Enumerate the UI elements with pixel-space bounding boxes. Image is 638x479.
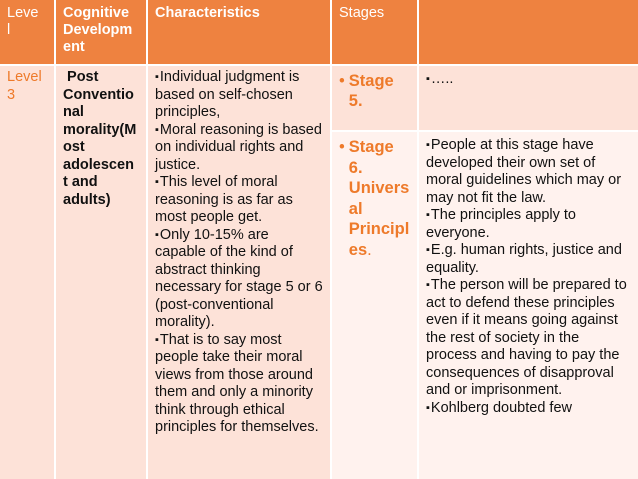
header-cognitive-text: Cognitive Developm ent — [63, 5, 133, 55]
characteristic-item: ▪ Moral reasoning is based on individual rights and justice. — [155, 122, 323, 175]
level-cell — [0, 65, 55, 479]
characteristic-item: ▪ Only 10-15% are capable of the kind of abstract thinking necessary for stage 5 or 6 (post-conventional morality). — [155, 227, 323, 332]
header-level-text: Leve l — [7, 5, 39, 38]
stage5-desc: ▪ ….. — [426, 71, 632, 89]
grid-line — [417, 0, 419, 479]
stage5-label-cell — [331, 65, 418, 131]
stage6-point: ▪ Kohlberg doubted few — [426, 400, 633, 418]
grid-line — [330, 0, 332, 479]
stage6-point: ▪ People at this stage have developed their own set of moral guidelines which may or may not fit the law. — [426, 137, 633, 207]
stage6-label-end: . — [367, 240, 372, 259]
header-characteristics-text: Characteristics — [155, 5, 260, 21]
level-text: Level 3 — [7, 69, 42, 103]
stage6-point: ▪ The person will be prepared to act to defend these principles even if it means going against the rest of society in the process and having to pay the consequences of disapproval and or imprisonment. — [426, 277, 633, 400]
stage6-label-cell — [331, 131, 418, 479]
cognitive-text: Post Conventio nal morality(M ost adolescen t and adults) — [63, 69, 137, 208]
stage6-point: ▪ E.g. human rights, justice and equality. — [426, 242, 633, 277]
header-cognitive — [55, 0, 147, 65]
characteristic-item: ▪ That is to say most people take their moral views from those around them and only a minority think through ethical principles for themselves. — [155, 332, 323, 437]
grid-line — [331, 130, 638, 132]
characteristics-cell — [147, 65, 331, 479]
header-stages-text: Stages — [339, 5, 385, 21]
header-level — [0, 0, 55, 65]
grid-line — [0, 64, 638, 66]
grid-line — [146, 0, 148, 479]
stage6-points-cell — [418, 131, 638, 479]
characteristic-item: ▪ Individual judgment is based on self-chosen principles, — [155, 69, 323, 122]
header-stages — [331, 0, 418, 65]
characteristic-item: ▪ This level of moral reasoning is as far as most people get. — [155, 174, 323, 227]
stage5-desc-cell — [418, 65, 638, 131]
bullet-dot — [339, 71, 349, 111]
bullet-dot — [339, 137, 349, 260]
stage6-point: ▪ The principles apply to everyone. — [426, 207, 633, 242]
stage6-label: Stage 6. Univers al Principl es — [348, 138, 410, 259]
header-characteristics — [147, 0, 331, 65]
grid-line — [54, 0, 56, 479]
stage5-label: Stage 5. — [348, 72, 394, 110]
header-blank — [418, 0, 638, 65]
cognitive-cell — [55, 65, 147, 479]
